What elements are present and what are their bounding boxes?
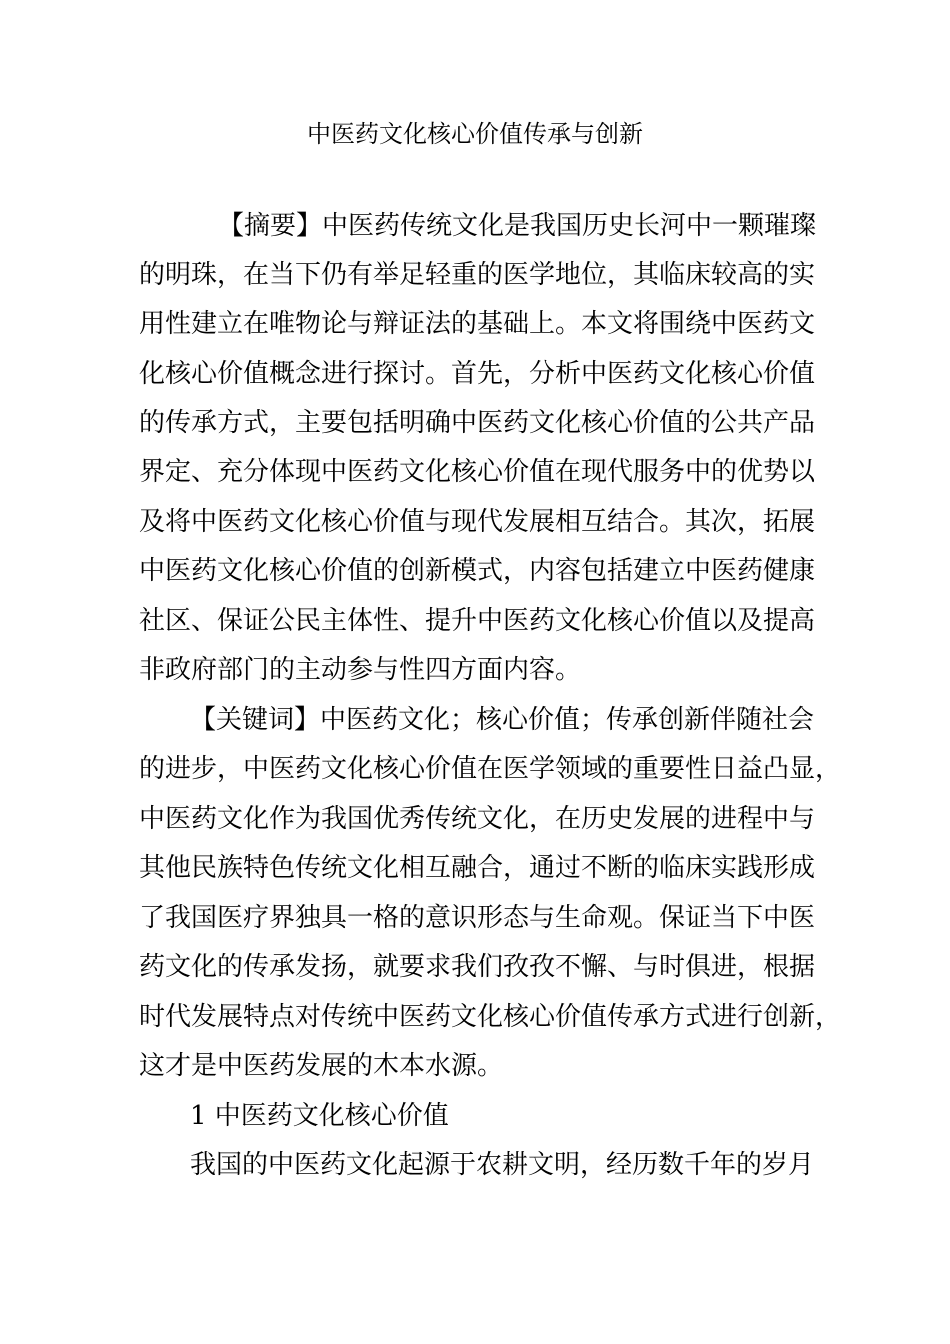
keywords-line: 药文化的传承发扬，就要求我们孜孜不懈、与时俱进，根据 [139, 952, 816, 982]
abstract-line: 化核心价值概念进行探讨。首先，分析中医药文化核心价值 [139, 359, 816, 389]
body-paragraph-line: 我国的中医药文化起源于农耕文明，经历数千年的岁月 [190, 1150, 815, 1180]
abstract-line: 的传承方式，主要包括明确中医药文化核心价值的公共产品 [139, 408, 816, 438]
document-title: 中医药文化核心价值传承与创新 [307, 120, 643, 148]
abstract-line: 的明珠，在当下仍有举足轻重的医学地位，其临床较高的实 [139, 260, 816, 290]
abstract-line: 社区、保证公民主体性、提升中医药文化核心价值以及提高 [139, 606, 816, 636]
keywords-line: 【关键词】中医药文化；核心价值；传承创新伴随社会 [190, 705, 815, 735]
abstract-line: 用性建立在唯物论与辩证法的基础上。本文将围绕中医药文 [139, 309, 816, 339]
keywords-line: 了我国医疗界独具一格的意识形态与生命观。保证当下中医 [139, 903, 816, 933]
keywords-line: 中医药文化作为我国优秀传统文化，在历史发展的进程中与 [139, 804, 816, 834]
abstract-line: 【摘要】中医药传统文化是我国历史长河中一颗璀璨 [218, 211, 817, 241]
keywords-line: 其他民族特色传统文化相互融合，通过不断的临床实践形成 [139, 853, 816, 883]
keywords-line: 这才是中医药发展的木本水源。 [139, 1051, 504, 1081]
abstract-line: 界定、充分体现中医药文化核心价值在现代服务中的优势以 [139, 457, 816, 487]
keywords-line: 的进步，中医药文化核心价值在医学领域的重要性日益凸显， [139, 754, 842, 784]
abstract-line: 非政府部门的主动参与性四方面内容。 [139, 655, 582, 685]
section-heading: 1 中医药文化核心价值 [190, 1101, 449, 1131]
abstract-line: 中医药文化核心价值的创新模式，内容包括建立中医药健康 [139, 556, 816, 586]
abstract-line: 及将中医药文化核心价值与现代发展相互结合。其次，拓展 [139, 507, 816, 537]
keywords-line: 时代发展特点对传统中医药文化核心价值传承方式进行创新， [139, 1002, 842, 1032]
